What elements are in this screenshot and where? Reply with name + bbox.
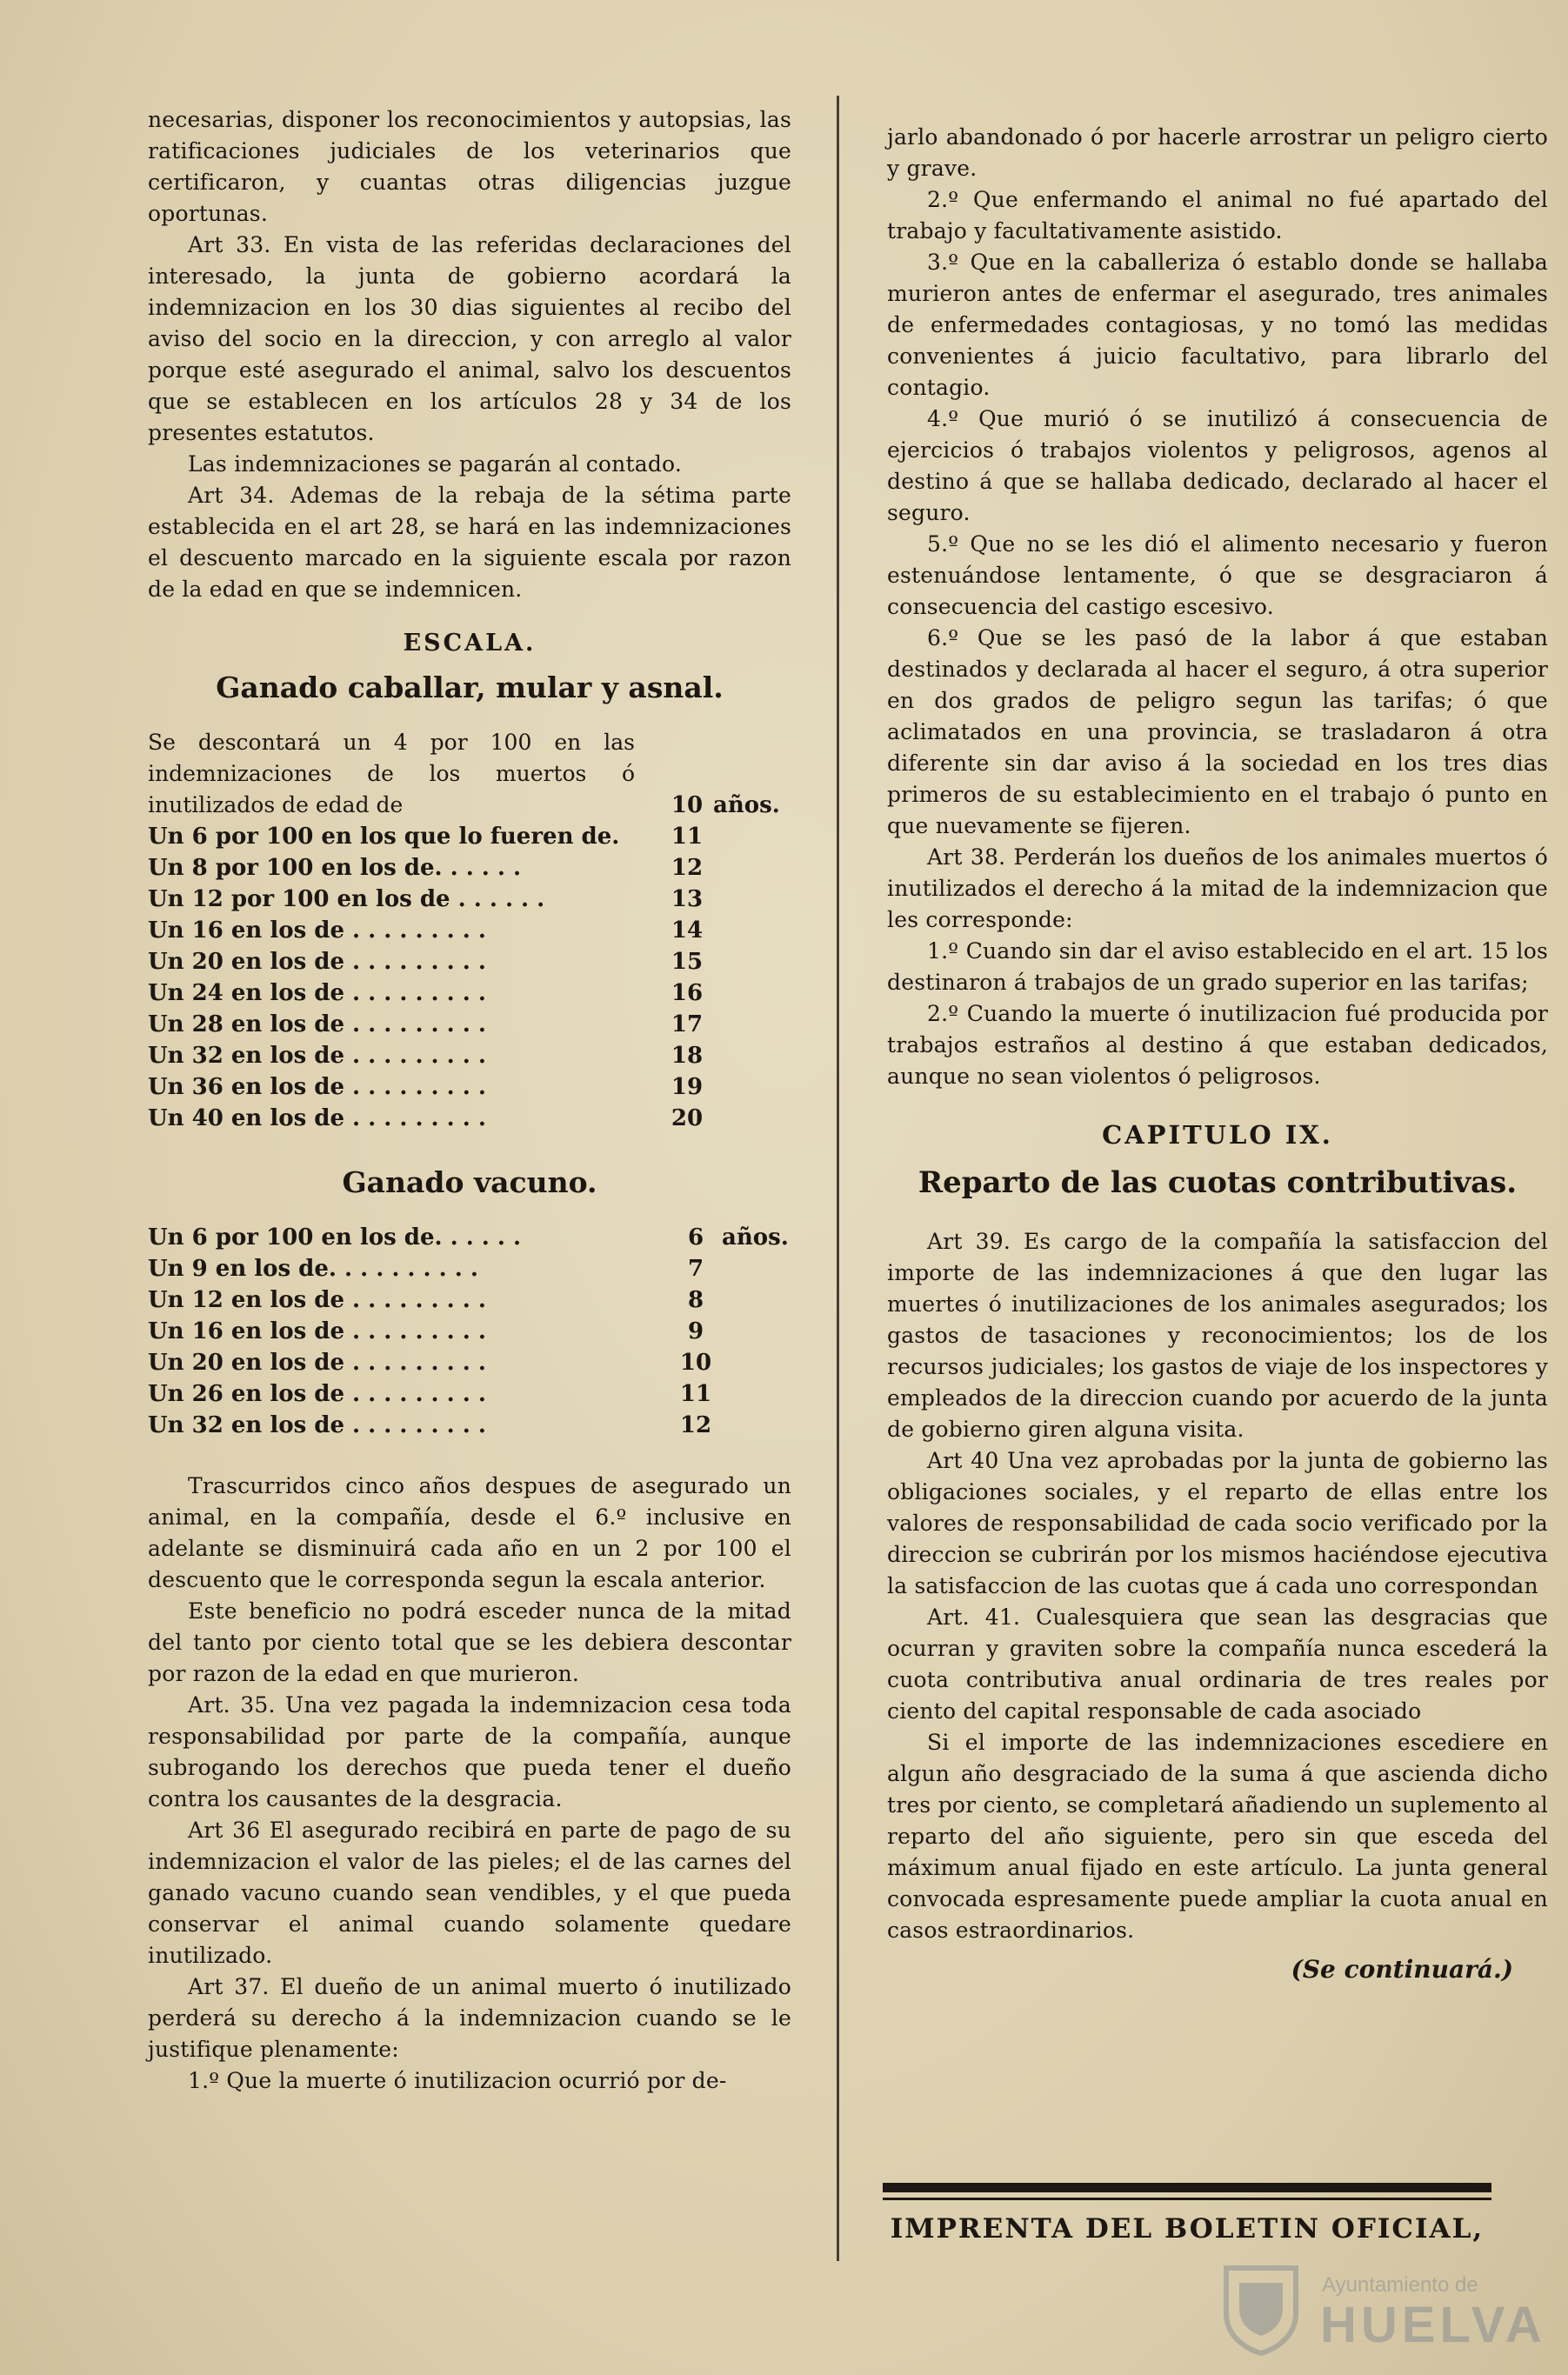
scale-row: Un 36 en los de . . . . . . . . . 19 (148, 1074, 704, 1100)
scale-row: Un 12 por 100 en los de . . . . . . 13 (148, 886, 704, 912)
scale-unit: años. (713, 792, 780, 818)
scale-years: 10 (671, 792, 704, 818)
paragraph: jarlo abandonado ó por hacerle arrostrar un peligro cierto y grave. (887, 124, 1548, 181)
article-37: Art 37. El dueño de un animal muerto ó inutilizado perderá su derecho á la indemnizacion cuando se le justifique plenamente: (148, 1974, 791, 2062)
scale-row: Un 28 en los de . . . . . . . . . 17 (148, 1011, 704, 1037)
continuara-note: (Se continuará.) (1291, 1955, 1513, 1984)
article-41: Art. 41. Cualesquiera que sean las desgracias que ocurran y graviten sobre la compañía nunca escederá la cuota contributiva anual ordinaria de tres reales por ciento del capital responsable de cada asociado (887, 1604, 1548, 1724)
scale-row: Un 6 por 100 en los de. . . . . . 6 años. (148, 1222, 791, 1253)
scale-row: Un 20 en los de . . . . . . . . . 15 (148, 949, 704, 975)
article-39: Art 39. Es cargo de la compañía la satisfaccion del importe de las indemnizaciones á que den lugar las muertes ó inutilizaciones de los animales asegurados; los gastos de tasaciones y reconocimientos; los de los recursos judiciales; los gastos de viaje de los inspectores y empleados de la direccion cuando por acuerdo de la junta de gobierno giren alguna visita. (887, 1229, 1548, 1442)
imprenta-footer: IMPRENTA DEL BOLETIN OFICIAL, (890, 2213, 1485, 2245)
caballar-first-row (148, 790, 791, 821)
scale-row: Un 12 en los de . . . . . . . . . 8 (148, 1287, 704, 1313)
scale-row: Un 32 en los de . . . . . . . . . 12 (148, 1412, 712, 1438)
column-divider (837, 96, 839, 2261)
paragraph: Trascurridos cinco años despues de asegurado un animal, en la compañía, desde el 6.º inclusive en adelante se disminuirá cada año en un 2 por 100 el descuento que le corresponda segun la escala anterior. (148, 1473, 791, 1592)
watermark (1218, 2261, 1546, 2357)
article-38: Art 38. Perderán los dueños de los animales muertos ó inutilizados el derecho á la mitad de la indemnizacion que les corresponde: (887, 844, 1548, 932)
vacuno-heading: Ganado vacuno. (342, 1165, 597, 1199)
paragraph: 2.º Cuando la muerte ó inutilizacion fué producida por trabajos estraños al destino á que estaban dedicados, aunque no sean violentos ó peligrosos. (887, 1001, 1548, 1089)
paragraph: 3.º Que en la caballeriza ó establo donde se hallaba murieron antes de enfermar el asegurado, tres animales de enfermedades contagiosas, y no tomó las medidas convenientes á juicio facultativo, para librarlo del contagio. (887, 250, 1548, 400)
scale-row: Un 40 en los de . . . . . . . . . 20 (148, 1105, 704, 1131)
escala-heading: ESCALA. (403, 630, 537, 657)
scale-row: Un 20 en los de . . . . . . . . . 10 (148, 1350, 712, 1376)
shield-icon (1218, 2261, 1304, 2357)
paragraph: Este beneficio no podrá esceder nunca de la mitad del tanto por ciento total que se les debiera descontar por razon de la edad en que murieron. (148, 1598, 791, 1686)
footer-thin-rule (883, 2198, 1491, 2200)
article-33: Art 33. En vista de las referidas declaraciones del interesado, la junta de gobierno acordará la indemnizacion en los 30 dias siguientes al recibo del aviso del socio en la direccion, y con arreglo al valor porque esté asegurado el animal, salvo los descuentos que se establecen en los artículos 28 y 34 de los presentes estatutos. (148, 232, 791, 445)
reparto-heading: Reparto de las cuotas contributivas. (917, 1165, 1518, 1200)
scale-row: Un 9 en los de. . . . . . . . . . 7 (148, 1256, 704, 1282)
paragraph: necesarias, disponer los reconocimientos y autopsias, las ratificaciones judiciales de los veterinarios que certificaron, y cuantas otras diligencias juzgue oportunas. (148, 107, 791, 226)
scale-unit: años. (722, 1224, 789, 1251)
vacuno-table (148, 1222, 791, 1441)
article-35: Art. 35. Una vez pagada la indemnizacion cesa toda responsabilidad por parte de la compañía, aunque subrogando los derechos que pueda tener el dueño contra los causantes de la desgracia. (148, 1692, 791, 1811)
scale-row: Un 8 por 100 en los de. . . . . . 12 (148, 855, 704, 881)
scale-row: Un 16 en los de . . . . . . . . . 9 (148, 1318, 704, 1344)
paragraph: 2.º Que enfermando el animal no fué apartado del trabajo y facultativamente asistido. (887, 187, 1548, 244)
left-column (148, 104, 791, 2097)
article-36: Art 36 El asegurado recibirá en parte de pago de su indemnizacion el valor de las pieles; el de las carnes del ganado vacuno cuando sean vendibles, y el que pueda conservar el animal cuando solamente quedare inutilizado. (148, 1818, 791, 1968)
caballar-table (148, 821, 791, 1134)
paragraph: 5.º Que no se les dió el alimento necesario y fueron estenuándose lentamente, ó que se desgraciaron á consecuencia del castigo escesivo. (887, 531, 1548, 619)
right-column (887, 122, 1548, 1984)
scale-row: Un 24 en los de . . . . . . . . . 16 (148, 980, 704, 1006)
paragraph: 4.º Que murió ó se inutilizó á consecuencia de ejercicios ó trabajos violentos y peligrosos, agenos al destino á que se hallaba dedicado, declarado al hacer el seguro. (887, 406, 1548, 525)
caballar-heading: Ganado caballar, mular y asnal. (216, 670, 724, 704)
scale-row: Un 32 en los de . . . . . . . . . 18 (148, 1043, 704, 1069)
article-34: Art 34. Ademas de la rebaja de la sétima parte establecida en el art 28, se hará en las indemnizaciones el descuento marcado en la siguiente escala por razon de la edad en que se indemnicen. (148, 483, 791, 602)
scale-row: Un 26 en los de . . . . . . . . . 11 (148, 1381, 712, 1407)
paragraph: Las indemnizaciones se pagarán al contado. (188, 451, 682, 477)
paragraph: 1.º Cuando sin dar el aviso establecido en el art. 15 los destinaron á trabajos de un grado superior en las tarifas; (887, 938, 1548, 995)
capitulo-heading: CAPITULO IX. (1102, 1120, 1333, 1150)
caballar-intro-text: Se descontará un 4 por 100 en las indemnizaciones de los muertos ó inutilizados de edad de (148, 730, 635, 817)
footer-thick-rule (883, 2183, 1491, 2192)
paragraph: 1.º Que la muerte ó inutilizacion ocurrió por de- (188, 2068, 727, 2093)
scale-row: Un 6 por 100 en los que lo fueren de. 11 (148, 824, 704, 850)
watermark-big: HUELVA (1320, 2297, 1546, 2353)
watermark-small: Ayuntamiento de (1322, 2273, 1478, 2297)
scale-row: Un 16 en los de . . . . . . . . . 14 (148, 917, 704, 944)
paragraph: Si el importe de las indemnizaciones escediere en algun año desgraciado de la suma á que ascienda dicho tres por ciento, se completará añadiendo un suplemento al reparto del año siguiente, pero sin que esceda del máximum anual fijado en este artículo. La junta general convocada espresamente puede ampliar la cuota anual en casos estraordinarios. (887, 1730, 1548, 1943)
paragraph: 6.º Que se les pasó de la labor á que estaban destinados y declarada al hacer el seguro, á otra superior en dos grados de peligro segun las tarifas; ó que aclimatados en una provincia, se trasladaron á otra diferente sin dar aviso á la sociedad en los tres dias primeros de su establecimiento en el trabajo ó punto en que nuevamente se fijeren. (887, 625, 1548, 838)
article-40: Art 40 Una vez aprobadas por la junta de gobierno las obligaciones sociales, y el reparto de ellas entre los valores de responsabilidad de cada socio verificado por la direccion se cubrirán por los mismos haciéndose ejecutiva la satisfaccion de las cuotas que á cada uno correspondan (887, 1448, 1548, 1598)
